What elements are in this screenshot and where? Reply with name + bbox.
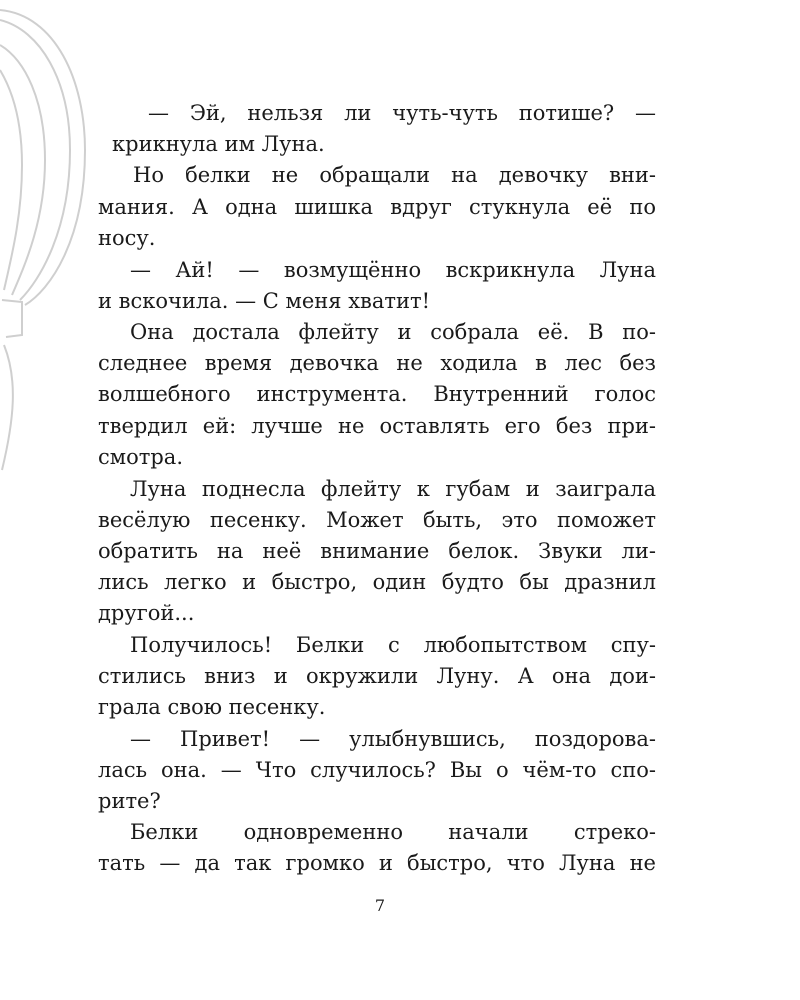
text-line-1: — Эй, нельзя ли чуть-чуть потише? —	[148, 101, 656, 125]
text-line-16: лись легко и быстро, один будто бы дразнил	[98, 570, 656, 594]
text-line-7: и вскочила. — С меня хватит!	[98, 289, 431, 313]
text-line-21: — Привет! — улыбнувшись, поздорова-	[130, 727, 656, 751]
text-line-4: мания. А одна шишка вдруг стукнула её по	[98, 195, 656, 219]
text-line-25: тать — да так громко и быстро, что Луна не	[98, 851, 656, 875]
text-line-13: Луна поднесла флейту к губам и заиграла	[130, 477, 656, 501]
text-line-24: Белки одновременно начали стреко-	[130, 820, 656, 844]
text-line-8: Она достала флейту и собрала её. В по-	[130, 320, 656, 344]
hot-air-balloon-illustration	[0, 0, 90, 500]
text-line-11: твердил ей: лучше не оставлять его без при-	[98, 414, 656, 438]
text-line-2: крикнула им Луна.	[112, 132, 325, 156]
text-line-3: Но белки не обращали на девочку вни-	[133, 163, 656, 187]
text-line-14: весёлую песенку. Может быть, это поможет	[98, 508, 656, 532]
text-line-22: лась она. — Что случилось? Вы о чём-то спо-	[98, 758, 656, 782]
text-line-17: другой...	[98, 601, 195, 625]
text-line-19: стились вниз и окружили Луну. А она дои-	[98, 664, 656, 688]
text-line-18: Получилось! Белки с любопытством спу-	[130, 633, 656, 657]
page-number: 7	[374, 896, 386, 915]
text-line-12: смотра.	[98, 445, 183, 469]
text-line-23: рите?	[98, 789, 161, 813]
text-line-6: — Ай! — возмущённо вскрикнула Луна	[130, 258, 656, 282]
text-line-9: следнее время девочка не ходила в лес без	[98, 351, 656, 375]
text-line-10: волшебного инструмента. Внутренний голос	[98, 382, 656, 406]
text-line-15: обратить на неё внимание белок. Звуки ли-	[98, 539, 656, 563]
text-line-5: носу.	[98, 226, 156, 250]
text-line-20: грала свою песенку.	[98, 695, 326, 719]
